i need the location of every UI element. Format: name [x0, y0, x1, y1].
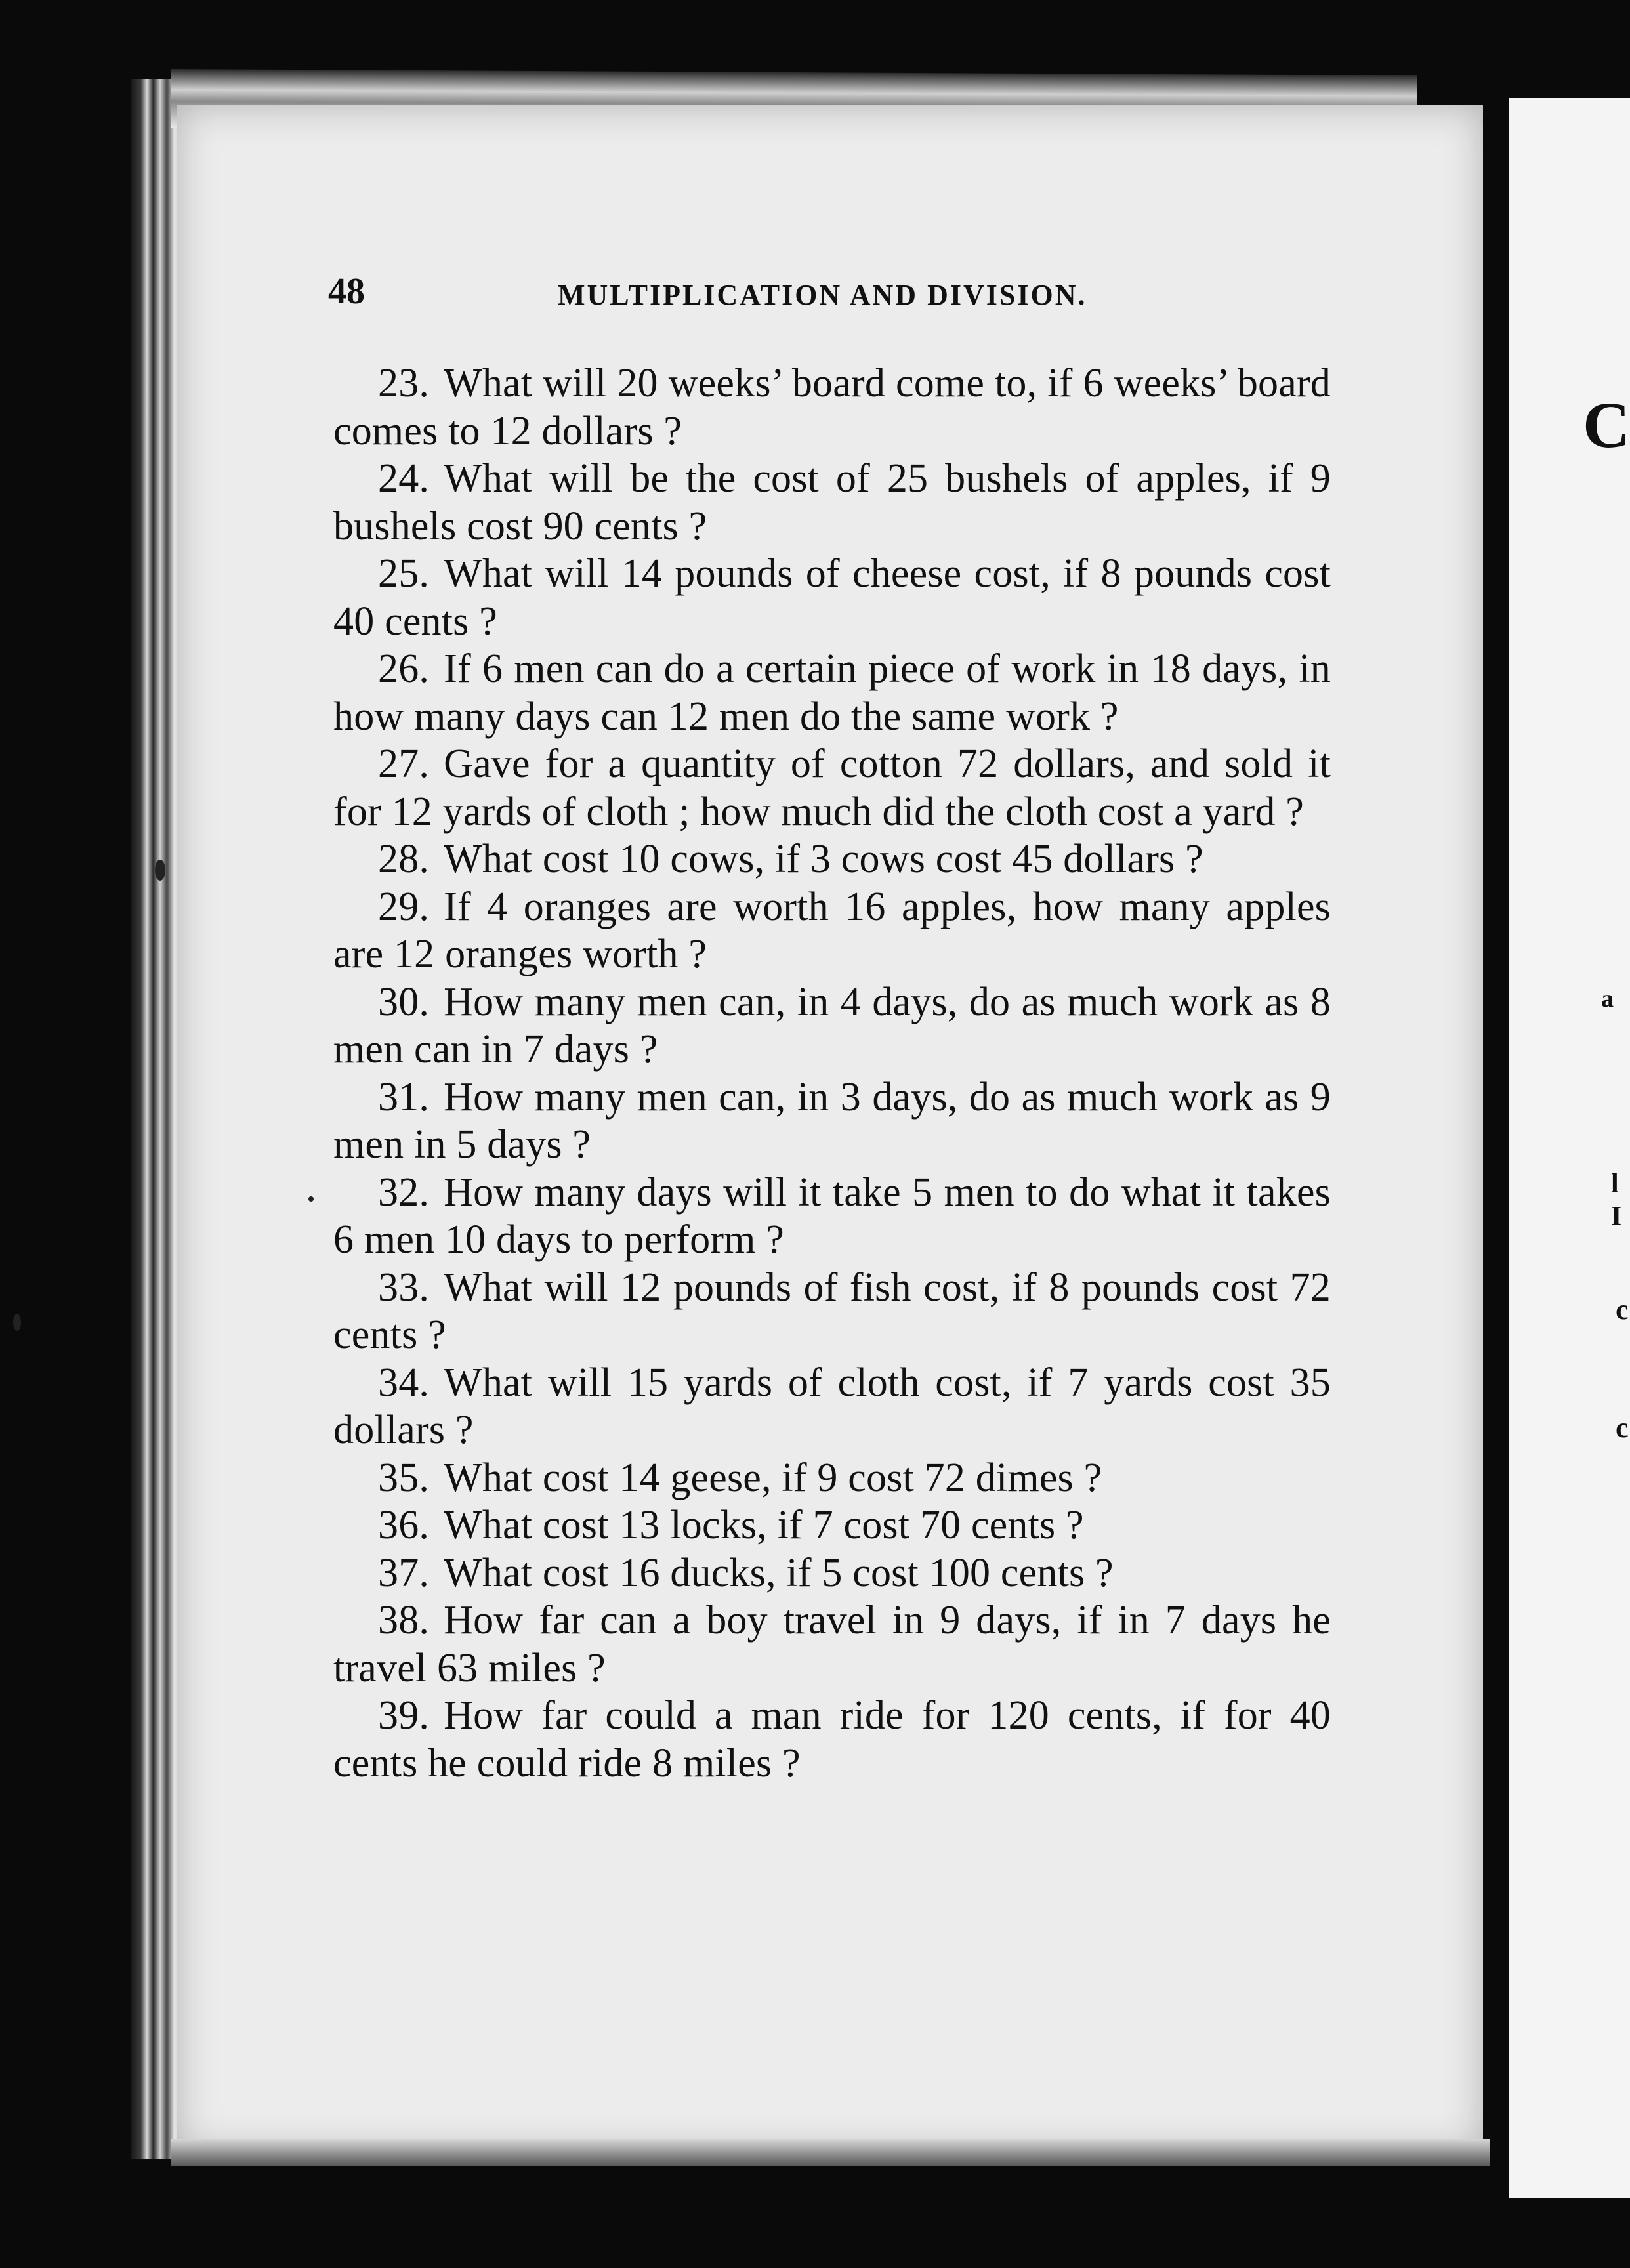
problem-item [333, 740, 1331, 835]
problem-number: 33. [378, 1265, 430, 1310]
problem-item [333, 1359, 1331, 1454]
problem-number: 37. [378, 1550, 430, 1595]
problem-number: 24. [378, 456, 430, 501]
problem-item [333, 1597, 1331, 1692]
problem-text: If 4 oranges are worth 16 apples, how many apples are 12 oranges worth ? [333, 884, 1331, 976]
problem-item [333, 550, 1331, 645]
problem-item [333, 1169, 1331, 1264]
problem-number: 23. [378, 361, 430, 406]
problem-number: 30. [378, 979, 430, 1024]
problem-number: 29. [378, 884, 430, 929]
problem-text: What cost 14 geese, if 9 cost 72 dimes ? [444, 1455, 1102, 1500]
problem-text: What cost 13 locks, if 7 cost 70 cents ? [444, 1503, 1084, 1547]
running-head [328, 270, 1332, 316]
problem-text: What will 20 weeks’ board come to, if 6 weeks’ board comes to 12 dollars ? [333, 361, 1331, 453]
problem-text: What cost 16 ducks, if 5 cost 100 cents ? [444, 1550, 1114, 1595]
page-number: 48 [328, 271, 365, 312]
problem-text: What will 14 pounds of cheese cost, if 8 pounds cost 40 cents ? [333, 551, 1331, 644]
problem-number: 39. [378, 1693, 430, 1738]
facing-page-fragment: c [1616, 1293, 1629, 1326]
problem-item [333, 978, 1331, 1074]
facing-page-fragment: a [1601, 985, 1614, 1013]
problem-text: What will be the cost of 25 bushels of apples, if 9 bushels cost 90 cents ? [333, 456, 1331, 549]
problem-item [333, 1264, 1331, 1359]
problem-text: What will 12 pounds of fish cost, if 8 pounds cost 72 cents ? [333, 1265, 1331, 1357]
ink-speck [155, 860, 165, 881]
problem-number: 34. [378, 1360, 430, 1405]
problem-item [333, 883, 1331, 978]
problem-number: 31. [378, 1074, 430, 1120]
facing-page-fragment: l [1611, 1169, 1619, 1199]
problem-item [333, 1454, 1331, 1502]
problem-text: What cost 10 cows, if 3 cows cost 45 dollars ? [444, 837, 1203, 881]
problem-item [333, 1692, 1331, 1787]
problem-text: How many men can, in 4 days, do as much work as 8 men can in 7 days ? [333, 979, 1331, 1072]
problem-item [333, 1549, 1331, 1597]
problem-number: 25. [378, 551, 430, 596]
problem-text: What will 15 yards of cloth cost, if 7 yards cost 35 dollars ? [333, 1360, 1331, 1452]
facing-page-fragment: c [1616, 1412, 1629, 1444]
problem-number: 38. [378, 1598, 430, 1643]
problem-text: How many men can, in 3 days, do as much work as 9 men in 5 days ? [333, 1074, 1331, 1167]
problem-item [333, 645, 1331, 740]
page-stack-edge [131, 79, 184, 2159]
problem-number: 35. [378, 1455, 430, 1500]
problem-text: Gave for a quantity of cotton 72 dollars, and sold it for 12 yards of cloth ; how much did the cloth cost a yard ? [333, 742, 1331, 834]
problem-item [333, 360, 1331, 455]
section-title: MULTIPLICATION AND DIVISION. [558, 279, 1087, 311]
problem-item [333, 835, 1331, 883]
ink-speck [13, 1314, 21, 1331]
problem-number: 36. [378, 1503, 430, 1547]
facing-page-fragment: C [1583, 388, 1630, 461]
facing-page-fragment: I [1611, 1202, 1622, 1232]
problem-list [333, 360, 1331, 1787]
problem-number: 27. [378, 742, 430, 786]
problem-text: How many days will it take 5 men to do what it takes 6 men 10 days to perform ? [333, 1169, 1331, 1262]
problem-item [333, 1502, 1331, 1549]
page-bottom-edge [171, 2139, 1490, 2166]
problem-text: If 6 men can do a certain piece of work in 18 days, in how many days can 12 men do the same work ? [333, 646, 1331, 739]
problem-item [333, 455, 1331, 550]
problem-number: 28. [378, 837, 430, 881]
problem-item [333, 1074, 1331, 1169]
problem-text: How far can a boy travel in 9 days, if in 7 days he travel 63 miles ? [333, 1598, 1331, 1690]
problem-text: How far could a man ride for 120 cents, if for 40 cents he could ride 8 miles ? [333, 1693, 1331, 1786]
ink-speck [308, 1196, 314, 1202]
problem-number: 26. [378, 646, 430, 691]
problem-number: 32. [378, 1169, 430, 1215]
